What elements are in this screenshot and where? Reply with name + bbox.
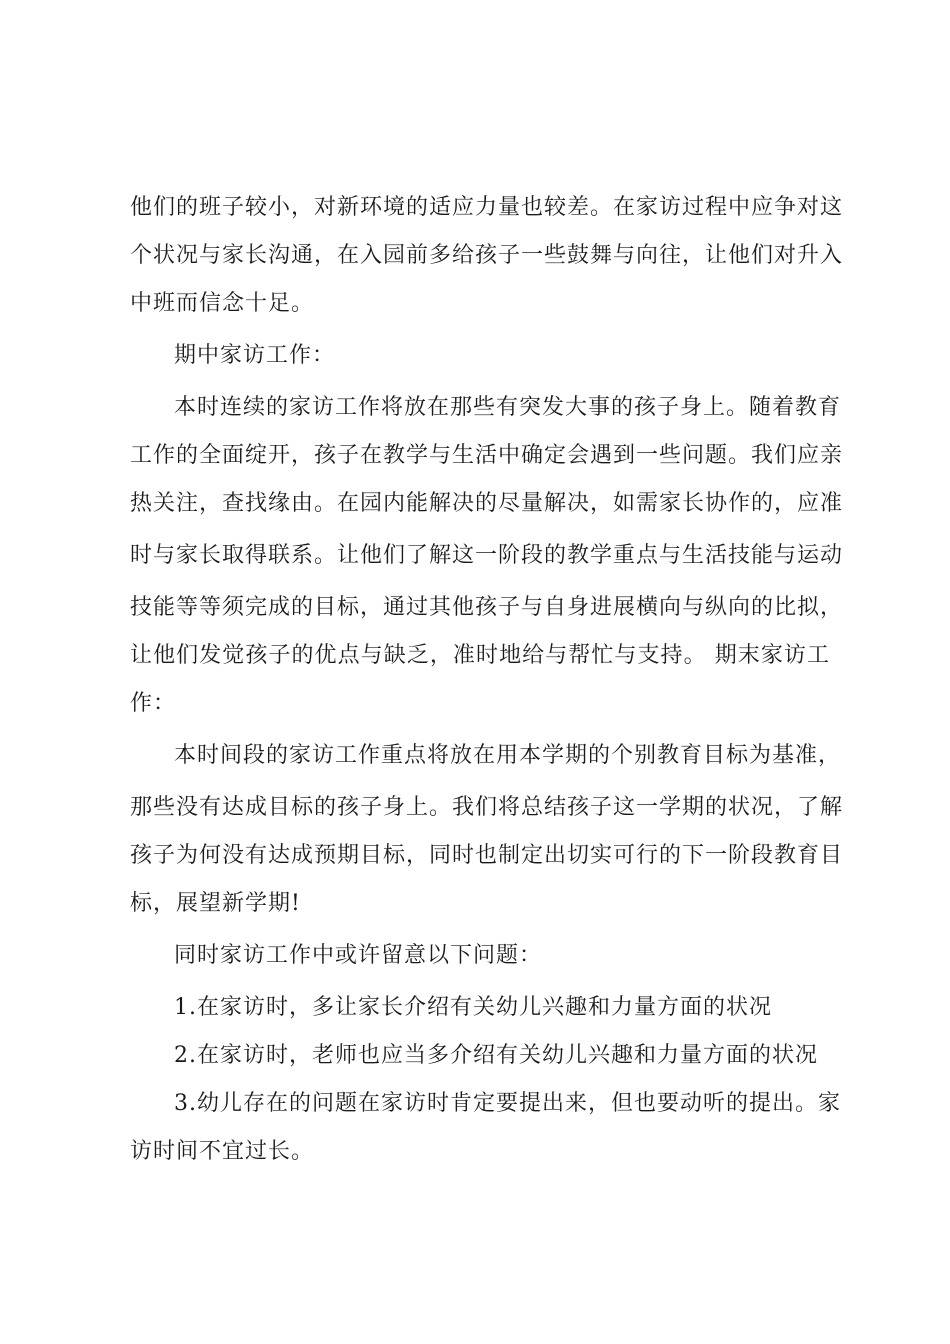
list-item: 1.在家访时，多让家长介绍有关幼儿兴趣和力量方面的状况 [174,995,772,1020]
text-line: 让他们发觉孩子的优点与缺乏，准时地给与帮忙与支持。 期末家访工 [130,643,830,668]
list-item: 2.在家访时，老师也应当多介绍有关幼儿兴趣和力量方面的状况 [174,1043,818,1068]
text-line: 孩子为何没有达成预期目标，同时也制定出切实可行的下一阶段教育目 [130,843,844,868]
text-line: 中班而信念十足。 [130,291,315,316]
text-line: 标，展望新学期! [130,891,301,916]
text-line: 那些没有达成目标的孩子身上。我们将总结孩子这一学期的状况，了解 [130,795,844,820]
text-line: 工作的全面绽开，孩子在教学与生活中确定会遇到一些问题。我们应亲 [130,443,844,468]
list-item: 3.幼儿存在的问题在家访时肯定要提出来，但也要动听的提出。家 [174,1091,841,1116]
text-line: 本时连续的家访工作将放在那些有突发大事的孩子身上。随着教育 [174,395,842,420]
text-line: 热关注，查找缘由。在园内能解决的尽量解决，如需家长协作的，应准 [130,491,844,516]
text-line: 作： [130,691,177,716]
text-line: 技能等等须完成的目标，通过其他孩子与自身进展横向与纵向的比拟， [130,595,844,620]
text-line: 他们的班子较小，对新环境的适应力量也较差。在家访过程中应争对这 [130,195,844,220]
text-line: 时与家长取得联系。让他们了解这一阶段的教学重点与生活技能与运动 [130,543,844,568]
section-heading-midterm: 期中家访工作： [174,343,336,368]
section-heading-notes: 同时家访工作中或许留意以下问题： [174,943,543,968]
text-line: 访时间不宜过长。 [130,1139,315,1164]
text-line: 个状况与家长沟通，在入园前多给孩子一些鼓舞与向往，让他们对升入 [130,243,844,268]
text-line: 本时间段的家访工作重点将放在用本学期的个别教育目标为基准， [174,743,842,768]
